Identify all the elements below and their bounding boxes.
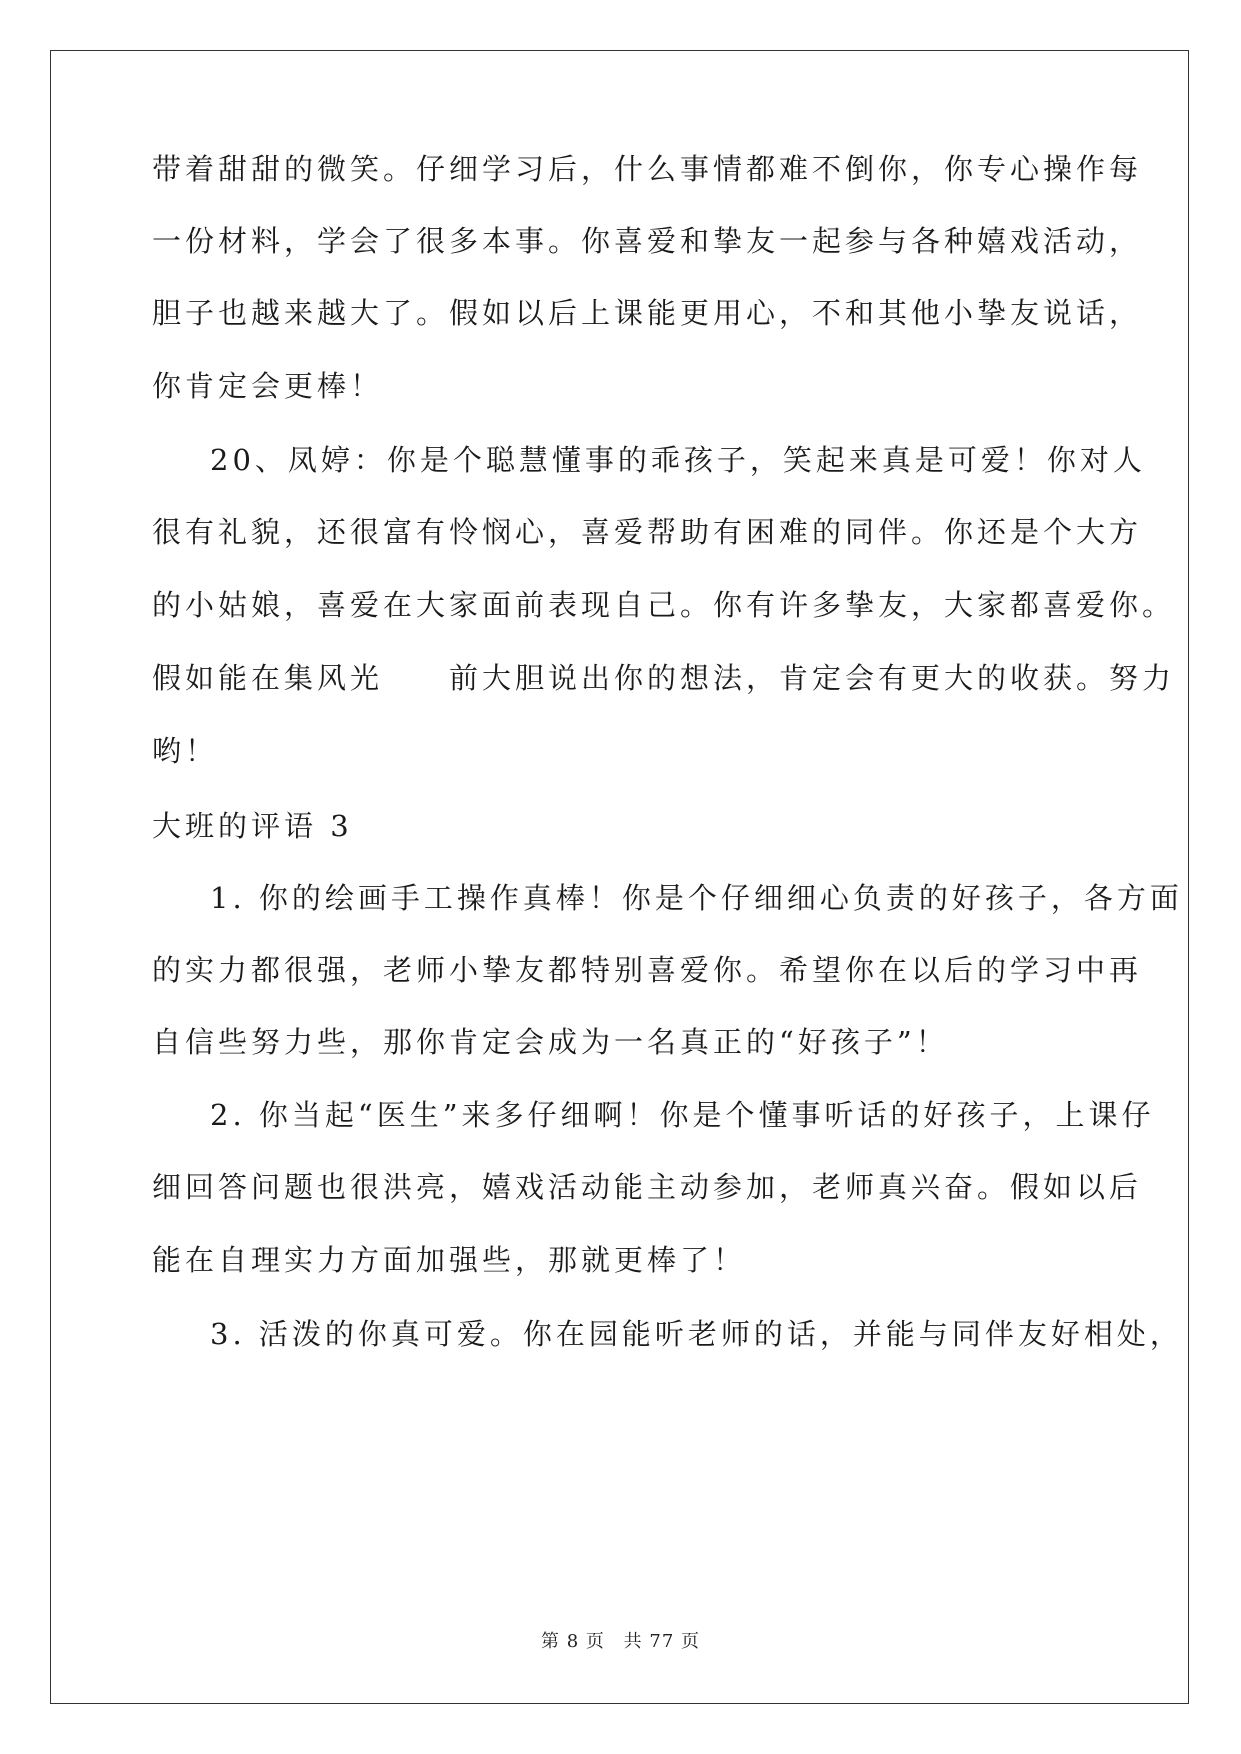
text-line: 带着甜甜的微笑。仔细学习后，什么事情都难不倒你，你专心操作每	[152, 152, 1143, 186]
paragraph-start: 20、凤婷：你是个聪慧懂事的乖孩子，笑起来真是可爱！你对人	[210, 443, 1146, 477]
text-line: 能在自理实力方面加强些，那就更棒了！	[152, 1243, 747, 1277]
text-line: 的实力都很强，老师小挚友都特别喜爱你。希望你在以后的学习中再	[152, 953, 1143, 987]
text-line: 细回答问题也很洪亮，嬉戏活动能主动参加，老师真兴奋。假如以后	[152, 1170, 1143, 1204]
paragraph-start: 1. 你的绘画手工操作真棒！你是个仔细细心负责的好孩子，各方面	[210, 881, 1183, 915]
text-line: 很有礼貌，还很富有怜悯心，喜爱帮助有困难的同伴。你还是个大方	[152, 515, 1143, 549]
text-line: 假如能在集风光 前大胆说出你的想法，肯定会有更大的收获。努力	[152, 661, 1176, 695]
text-line: 哟！	[152, 734, 219, 768]
text-line: 胆子也越来越大了。假如以后上课能更用心，不和其他小挚友说话，	[152, 296, 1143, 330]
text-line: 自信些努力些，那你肯定会成为一名真正的“好孩子”！	[152, 1025, 949, 1059]
text-line: 一份材料，学会了很多本事。你喜爱和挚友一起参与各种嬉戏活动，	[152, 224, 1143, 258]
text-line: 你肯定会更棒！	[152, 369, 384, 403]
text-line: 的小姑娘，喜爱在大家面前表现自己。你有许多挚友，大家都喜爱你。	[152, 588, 1176, 622]
page-footer	[0, 1627, 1241, 1653]
page-total: 共 77 页	[623, 1631, 700, 1652]
section-heading: 大班的评语 3	[152, 809, 353, 843]
paragraph-start: 2. 你当起“医生”来多仔细啊！你是个懂事听话的好孩子，上课仔	[210, 1098, 1155, 1132]
paragraph-start: 3. 活泼的你真可爱。你在园能听老师的话，并能与同伴友好相处，	[210, 1317, 1183, 1351]
page-number: 第 8 页	[541, 1631, 605, 1652]
